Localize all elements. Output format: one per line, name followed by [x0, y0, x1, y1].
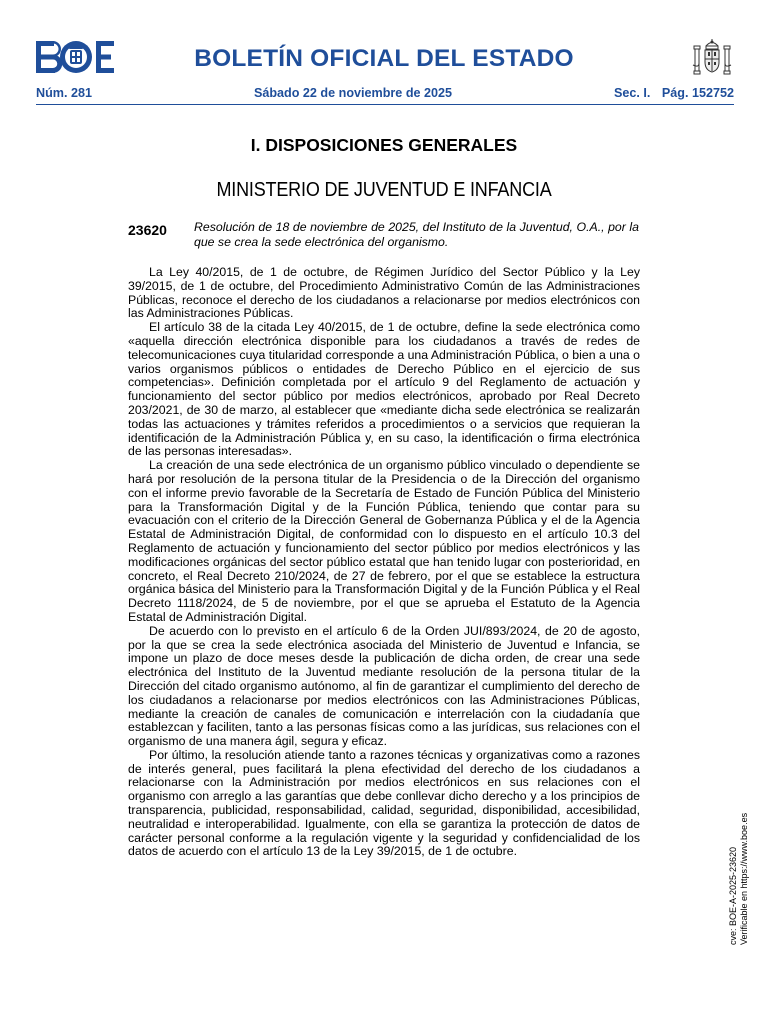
- document-body: [128, 266, 640, 859]
- header-divider: [36, 104, 734, 105]
- ministry-heading: MINISTERIO DE JUVENTUD E INFANCIA: [216, 179, 552, 201]
- issue-date: Sábado 22 de noviembre de 2025: [253, 86, 453, 100]
- paragraph: Por último, la resolución atiende tanto a razones técnicas y organizativas como a razones de interés general, pues facilitará la plena efectividad del derecho de los ciudadanos a relacionarse con la Administración por medios electrónicos en sus relaciones con el organismo con arreglo a las garantías que debe conllevar dicho derecho y a los principios de transparencia, publicidad, responsabilidad, calidad, seguridad, disponibilidad, accesibilidad, neutralidad e interoperabilidad. Igualmente, con ella se garantiza la protección de datos de carácter personal conforme a la regulación vigente y la seguridad y confidencialidad de los datos de acuerdo con el artículo 13 de la Ley 39/2015, de 1 de octubre.: [128, 747, 640, 859]
- paragraph: La Ley 40/2015, de 1 de octubre, de Régimen Jurídico del Sector Público y la Ley 39/2015, de 1 de octubre, del Procedimiento Administrativo Común de las Administraciones Públicas, reconoce el derecho de los ciudadanos a relacionarse por medios electrónicos con las Administraciones Públicas.: [128, 265, 640, 321]
- section-label: Sec. I.: [613, 86, 651, 100]
- issue-number: Núm. 281: [36, 86, 92, 100]
- section-title: I. DISPOSICIONES GENERALES: [250, 135, 518, 155]
- issue-header: [36, 85, 734, 101]
- paragraph: La creación de una sede electrónica de un organismo público vinculado o dependiente se hará por resolución de la persona titular de la Presidencia o de la Dirección del organismo con el informe previo favorable de la Secretaría de Estado de Función Pública del Ministerio para la Transformación Digital y de la Función Pública, teniendo que contar para su evacuación con el criterio de la Dirección General de Gobernanza Pública y el de la Agencia Estatal de Administración Digital, de conformidad con lo dispuesto en el artículo 10.3 del Reglamento de actuación y funcionamiento del sector público por medios electrónicos y las modificaciones orgánicas del sector público estatal que han tenido lugar con posterioridad, en concreto, el Real Decreto 210/2024, de 27 de febrero, por el que se establece la estructura orgánica básica del Ministerio para la Transformación Digital y de la Función Pública y el Real Decreto 1118/2024, de 5 de noviembre, por el que se aprueba el Estatuto de la Agencia Estatal de Administración Digital.: [128, 458, 640, 624]
- page-number: Pág. 152752: [661, 86, 734, 100]
- boe-logo: [36, 41, 114, 73]
- spanish-coat-of-arms-icon: [690, 37, 734, 81]
- section-page: [614, 85, 734, 101]
- entry-title: Resolución de 18 de noviembre de 2025, del Instituto de la Juventud, O.A., por la que se crea la sede electrónica del organismo.: [194, 220, 639, 250]
- entry-number: 23620: [128, 222, 167, 238]
- paragraph: El artículo 38 de la citada Ley 40/2015, de 1 de octubre, define la sede electrónica como «aquella dirección electrónica disponible para los ciudadanos a través de redes de telecomunicaciones cuya titularidad corresponde a una Administración Pública, o bien a una o varios organismos públicos o entidades de Derecho Público en el ejercicio de sus competencias». Definición completada por el artículo 9 del Reglamento de actuación y funcionamiento del sector público por medios electrónicos, aprobado por Real Decreto 203/2021, de 30 de marzo, al establecer que «mediante dicha sede electrónica se realizarán todas las actuaciones y trámites referidos a procedimientos o a servicios que requieran la identificación de la Administración Pública y, en su caso, la identificación o firma electrónica de las personas interesadas».: [128, 320, 641, 459]
- verification-link[interactable]: Verificable en https://www.boe.es: [739, 812, 749, 945]
- site-title: BOLETÍN OFICIAL DEL ESTADO: [194, 45, 574, 72]
- verification-sidebar: [728, 813, 750, 945]
- cve-code: cve: BOE-A-2025-23620: [728, 846, 738, 945]
- paragraph: De acuerdo con lo previsto en el artículo 6 de la Orden JUI/893/2024, de 20 de agosto, por la que se crea la sede electrónica asociada del Ministerio de Juventud e Infancia, se impone un plazo de doce meses desde la publicación de dicha orden, de crear una sede electrónica del Instituto de la Juventud mediante resolución de la persona titular de la Dirección del citado organismo autónomo, al fin de garantizar el cumplimiento del derecho de los ciudadanos a relacionarse por medios electrónicos con las Administraciones Públicas, mediante la creación de canales de comunicación e interrelación con la ciudadanía que establezcan y faciliten, tanto a las personas físicas como a las jurídicas, sus relaciones con el organismo de una manera ágil, segura y eficaz.: [128, 623, 640, 749]
